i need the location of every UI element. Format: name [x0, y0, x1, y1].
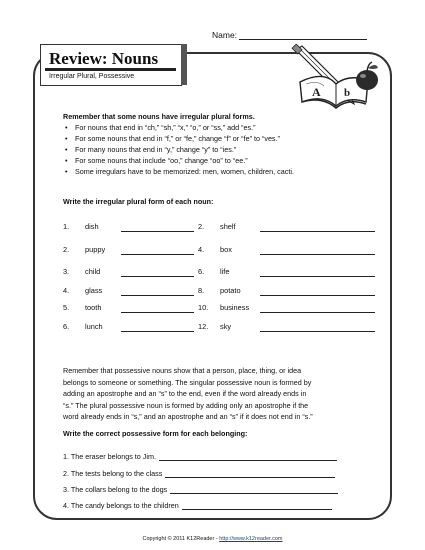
item-word: life	[220, 267, 230, 276]
rule-item: • For many nouns that end in “y,” change “y” to “ies.”	[63, 144, 363, 155]
book-apple-pencil-illustration	[288, 44, 380, 112]
title-box	[40, 44, 182, 86]
item-word: dish	[85, 222, 99, 231]
answer-blank[interactable]	[121, 312, 194, 313]
rule-item: • For some nouns that include “oo,” change “oo” to “ee.”	[63, 155, 363, 166]
item-word: shelf	[220, 222, 236, 231]
website-link[interactable]: http://www.k12reader.com	[219, 536, 283, 542]
answer-blank[interactable]	[165, 469, 335, 478]
apple-icon	[356, 62, 378, 90]
title-box-shadow	[181, 44, 187, 85]
possessive-item	[63, 452, 337, 461]
paragraph-line: Remember that possessive nouns show that a person, place, thing, or idea	[63, 366, 302, 375]
answer-blank[interactable]	[121, 295, 194, 296]
answer-blank[interactable]	[260, 276, 375, 277]
page-title: Review: Nouns	[49, 49, 159, 68]
possessive-instruction: Write the correct possessive form for each belonging:	[63, 429, 248, 438]
possessive-item	[63, 485, 338, 494]
item-word: sky	[220, 322, 232, 331]
answer-blank[interactable]	[260, 331, 375, 332]
plural-instruction: Write the irregular plural form of each noun:	[63, 197, 214, 206]
possessive-item	[63, 469, 335, 478]
intro-heading: Remember that some nouns have irregular plural forms.	[63, 112, 255, 121]
paragraph-line: belongs to someone or something. The singular possessive noun is formed by	[63, 377, 312, 387]
item-word: business	[220, 303, 250, 312]
item-word: tooth	[85, 303, 102, 312]
item-number: 2.	[63, 245, 70, 254]
item-number: 6.	[198, 267, 205, 276]
item-word: puppy	[85, 245, 106, 254]
rule-item: • For nouns that end in “ch,” “sh,” “x,” “o,” or “ss,” add “es.”	[63, 122, 363, 133]
name-label: Name:	[212, 30, 238, 40]
possessive-explanation	[63, 365, 373, 423]
item-number: 2.	[198, 222, 205, 231]
rule-item: • Some irregulars have to be memorized: men, women, children, cacti.	[63, 166, 363, 177]
answer-blank[interactable]	[260, 254, 375, 255]
answer-blank[interactable]	[121, 254, 194, 255]
item-word: potato	[220, 286, 241, 295]
item-number: 5.	[63, 303, 70, 312]
answer-blank[interactable]	[170, 485, 338, 494]
item-word: lunch	[85, 322, 103, 331]
paragraph-line: “s.” The plural possessive noun is formed by adding only an apostrophe if the	[63, 400, 309, 410]
answer-blank[interactable]	[260, 231, 375, 232]
page-subtitle: Irregular Plural, Possessive	[49, 73, 135, 80]
possessive-prompt: 3. The collars belong to the dogs	[63, 485, 168, 494]
possessive-prompt: 2. The tests belong to the class	[63, 469, 163, 478]
item-number: 12.	[198, 322, 209, 331]
answer-blank[interactable]	[260, 312, 375, 313]
item-number: 4.	[198, 245, 205, 254]
intro-section	[63, 111, 363, 177]
footer	[0, 536, 425, 542]
name-blank[interactable]	[239, 30, 367, 40]
name-field[interactable]	[212, 30, 367, 40]
svg-text:b: b	[344, 87, 351, 99]
paragraph-line: word already ends in “s,” and an apostrophe and an “s” if it does not end in “s.”	[63, 412, 313, 422]
item-word: glass	[85, 286, 103, 295]
item-number: 1.	[63, 222, 70, 231]
possessive-prompt: 4. The candy belongs to the children	[63, 501, 179, 510]
rules-list	[63, 122, 363, 177]
title-underline	[45, 68, 176, 71]
item-number: 3.	[63, 267, 70, 276]
answer-blank[interactable]	[159, 452, 337, 461]
answer-blank[interactable]	[182, 501, 332, 510]
item-word: child	[85, 267, 101, 276]
rule-item: • For some nouns that end in “f,” or “fe,” change “f” or “fe” to “ves.”	[63, 133, 363, 144]
item-number: 6.	[63, 322, 70, 331]
answer-blank[interactable]	[121, 331, 194, 332]
possessive-item	[63, 501, 332, 510]
svg-text:A: A	[312, 85, 321, 99]
paragraph-line: adding an apostrophe and an “s” to the end, even if the word already ends in	[63, 389, 307, 399]
possessive-prompt: 1. The eraser belongs to Jim.	[63, 452, 156, 461]
item-word: box	[220, 245, 232, 254]
item-number: 8.	[198, 286, 205, 295]
answer-blank[interactable]	[260, 295, 375, 296]
answer-blank[interactable]	[121, 276, 194, 277]
item-number: 10.	[198, 303, 209, 312]
item-number: 4.	[63, 286, 70, 295]
answer-blank[interactable]	[121, 231, 194, 232]
copyright-text: Copyright © 2011 K12Reader -	[142, 536, 218, 542]
